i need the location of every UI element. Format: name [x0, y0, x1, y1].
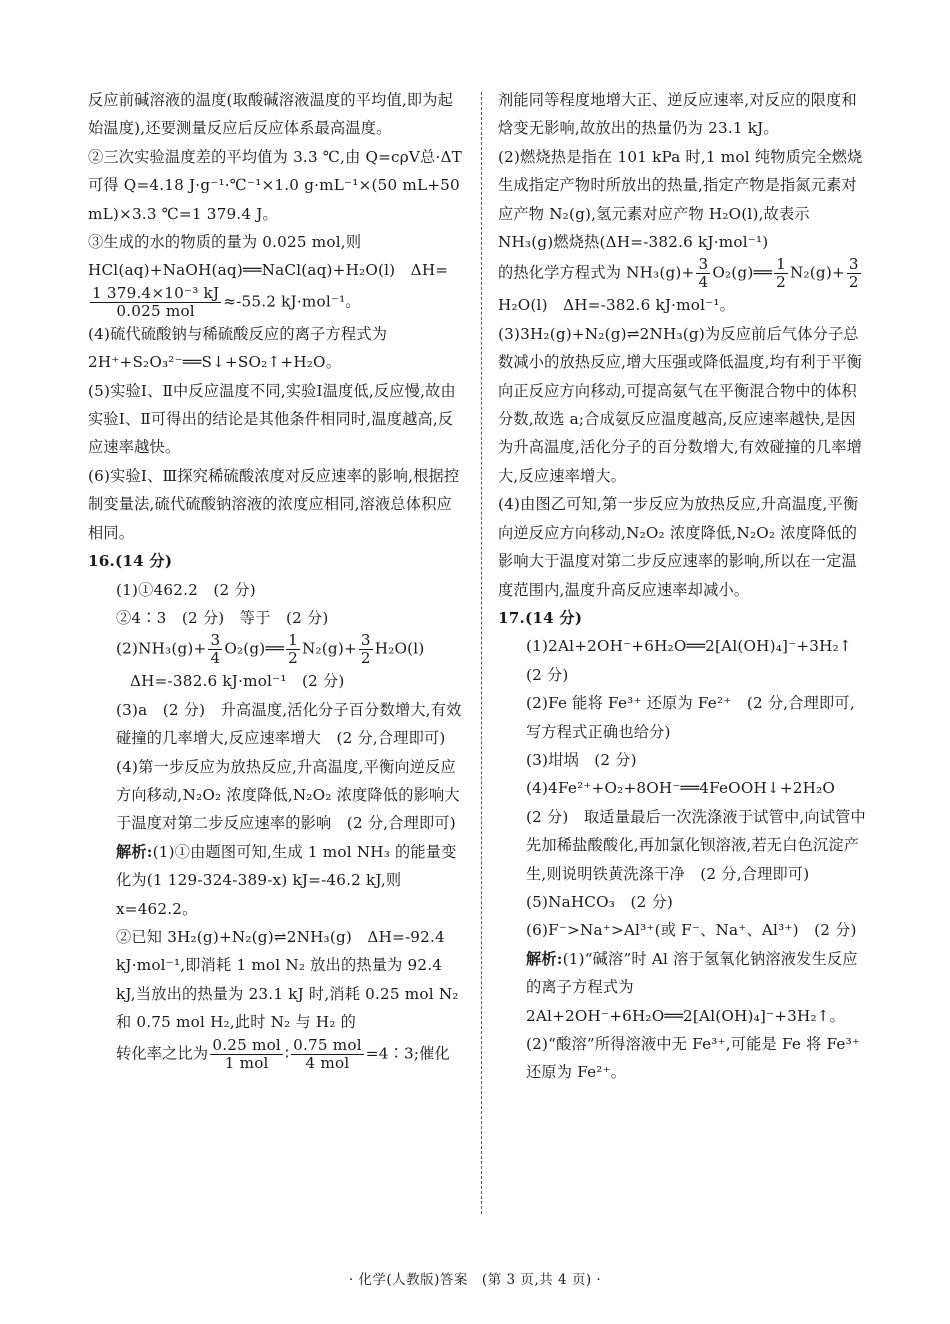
fraction [696, 256, 710, 291]
text-span: ≈-55.2 kJ·mol⁻¹。 [223, 292, 361, 311]
text-span: 的热化学方程式为 NH₃(g)+ [498, 263, 695, 282]
question-number: 16.(14 分) [88, 552, 173, 571]
text-span: O₂(g)══ [224, 639, 285, 658]
fraction [774, 256, 788, 291]
answer-equation [88, 632, 464, 667]
numerator: 0.75 mol [293, 1035, 362, 1054]
analysis-paragraph: ②已知 3H₂(g)+N₂(g)⇌2NH₃(g) ΔH=-92.4 kJ·mol⁻¹,即消耗 1 mol N₂ 放出的热量为 92.4 kJ,当放出的热量为 23.1 kJ 时,消耗 0.25 mol N₂ 和 0.75 mol H₂,此时 N₂ 与 H₂ 的 [116, 927, 459, 1032]
answer-line: (2 分) 取适量最后一次洗涤液于试管中,向试管中先加稀盐酸酸化,再加氯化钡溶液,若无白色沉淀产生,则说明铁黄洗涤干净 (2 分,合理即可) [526, 807, 866, 883]
denominator: 4 [210, 649, 221, 668]
text-paragraph: (4)由图乙可知,第一步反应为放热反应,升高温度,平衡向逆反应方向移动,N₂O₂ 浓度降低,N₂O₂ 浓度降低的影响大于温度对第二步反应速率的影响,所以在一定温度范围内,温度升高反应速率却减小。 [498, 495, 859, 599]
right-column [498, 86, 866, 1087]
text-span: (1)①由题图可知,生成 1 mol NH₃ 的能量变化为(1 129-324-389-x) kJ=-46.2 kJ,则 x=462.2。 [116, 842, 457, 918]
analysis-paragraph [88, 838, 464, 923]
text-paragraph: (3)3H₂(g)+N₂(g)⇌2NH₃(g)为反应前后气体分子总数减小的放热反应,增大压强或降低温度,均有利于平衡向正反应方向移动,可提高氨气在平衡混合物中的体积分数,故选 a;合成氨反应温度越高,反应速率越快,是因为升高温度,活化分子的百分数增大,有效碰撞的几率增大,反应速率增大。 [498, 324, 862, 485]
analysis-label: 解析: [526, 949, 563, 968]
page-footer: · 化学(人教版)答案 (第 3 页,共 4 页) · [348, 1272, 602, 1288]
numerator: 3 [210, 631, 221, 650]
text-span: ③生成的水的物质的量为 0.025 mol,则 HCl(aq)+NaOH(aq)══NaCl(aq)+H₂O(l) ΔH= [88, 233, 449, 280]
numerator: 3 [360, 631, 371, 650]
denominator: 4 mol [305, 1053, 350, 1072]
column-divider [481, 92, 482, 1214]
answer-line: (5)NaHCO₃ (2 分) [526, 892, 673, 911]
text-paragraph: (5)实验Ⅰ、Ⅱ中反应温度不同,实验Ⅰ温度低,反应慢,故由实验Ⅰ、Ⅱ可得出的结论是其他条件相同时,温度越高,反应速率越快。 [88, 381, 456, 457]
fraction [359, 632, 373, 667]
question-number: 17.(14 分) [498, 608, 583, 627]
numerator: 3 [698, 255, 709, 274]
denominator: 2 [776, 273, 787, 292]
text-span: =4∶3;催化 [365, 1044, 450, 1063]
text-paragraph [88, 228, 464, 320]
answer-equation [498, 256, 866, 319]
text-span: (1)“碱溶”时 Al 溶于氢氧化钠溶液发生反应的离子方程式为 2Al+2OH⁻+6H₂O══2[Al(OH)₄]⁻+3H₂↑。 [526, 949, 858, 1025]
text-paragraph: ②三次实验温度差的平均值为 3.3 ℃,由 Q=cρV总·ΔT 可得 Q=4.18 J·g⁻¹·℃⁻¹×1.0 g·mL⁻¹×(50 mL+50 mL)×3.3 ℃=1 379.4 J。 [88, 147, 462, 223]
text-span: (2)NH₃(g)+ [116, 639, 207, 658]
analysis-paragraph [88, 1037, 464, 1072]
answer-line: (1)2Al+2OH⁻+6H₂O══2[Al(OH)₄]⁻+3H₂↑ (2 分) [526, 637, 868, 684]
left-column [88, 86, 464, 1072]
fraction [210, 1037, 283, 1072]
text-paragraph: (2)燃烧热是指在 101 kPa 时,1 mol 纯物质完全燃烧生成指定产物时所放出的热量,指定产物是指氮元素对应产物 N₂(g),氢元素对应产物 H₂O(l),故表示 NH₃(g)燃烧热(ΔH=-382.6 kJ·mol⁻¹) [498, 147, 863, 252]
analysis-label: 解析: [116, 842, 153, 861]
analysis-paragraph: (2)“酸溶”所得溶液中无 Fe³⁺,可能是 Fe 将 Fe³⁺ 还原为 Fe²⁺。 [526, 1035, 861, 1082]
fraction [847, 256, 861, 291]
text-span: ∶ [284, 1044, 290, 1063]
denominator: 4 [698, 273, 709, 292]
answer-line: (1)①462.2 (2 分) [116, 580, 256, 599]
denominator: 2 [360, 649, 371, 668]
text-paragraph: (4)硫代硫酸钠与稀硫酸反应的离子方程式为 2H⁺+S₂O₃²⁻══S↓+SO₂↑+H₂O。 [88, 324, 388, 372]
numerator: 1 [288, 631, 298, 650]
analysis-paragraph [498, 945, 866, 1030]
answer-line: ΔH=-382.6 kJ·mol⁻¹ (2 分) [130, 672, 345, 691]
fraction [291, 1037, 364, 1072]
text-span: H₂O(l) [374, 639, 425, 658]
numerator: 1 379.4×10⁻³ kJ [92, 283, 220, 302]
text-span: H₂O(l) ΔH=-382.6 kJ·mol⁻¹。 [498, 296, 736, 315]
text-span: 转化率之比为 [116, 1044, 209, 1063]
fraction [208, 632, 222, 667]
text-span: N₂(g)+ [302, 639, 357, 658]
denominator: 2 [848, 273, 859, 292]
denominator: 1 mol [224, 1053, 269, 1072]
answer-line: (4)4Fe²⁺+O₂+8OH⁻══4FeOOH↓+2H₂O [526, 779, 836, 798]
fraction [90, 285, 221, 320]
text-span: N₂(g)+ [790, 263, 845, 282]
denominator: 2 [288, 649, 298, 668]
answer-line: (3)a (2 分) 升高温度,活化分子百分数增大,有效碰撞的几率增大,反应速率增大 (2 分,合理即可) [116, 700, 462, 748]
numerator: 0.25 mol [212, 1035, 281, 1054]
answer-line: (3)坩埚 (2 分) [526, 750, 637, 769]
numerator: 3 [848, 255, 859, 274]
answer-line: (2)Fe 能将 Fe³⁺ 还原为 Fe²⁺ (2 分,合理即可,写方程式正确也给分) [526, 694, 855, 741]
numerator: 1 [776, 255, 787, 274]
answer-line: (4)第一步反应为放热反应,升高温度,平衡向逆反应方向移动,N₂O₂ 浓度降低,N₂O₂ 浓度降低的影响大于温度对第二步反应速率的影响 (2 分,合理即可) [116, 757, 460, 833]
text-paragraph: (6)实验Ⅰ、Ⅲ探究稀硫酸浓度对反应速率的影响,根据控制变量法,硫代硫酸钠溶液的浓度应相同,溶液总体积应相同。 [88, 466, 460, 542]
answer-line: ②4∶3 (2 分) 等于 (2 分) [116, 608, 329, 627]
text-span: O₂(g)══ [712, 263, 773, 282]
text-paragraph: 反应前碱溶液的温度(取酸碱溶液温度的平均值,即为起始温度),还要测量反应后反应体系最高温度。 [88, 91, 454, 138]
denominator: 0.025 mol [116, 301, 195, 320]
text-paragraph: 剂能同等程度地增大正、逆反应速率,对反应的限度和焓变无影响,故放出的热量仍为 23.1 kJ。 [498, 91, 857, 138]
answer-line: (6)F⁻>Na⁺>Al³⁺(或 F⁻、Na⁺、Al³⁺) (2 分) [526, 921, 857, 940]
fraction [286, 632, 300, 667]
